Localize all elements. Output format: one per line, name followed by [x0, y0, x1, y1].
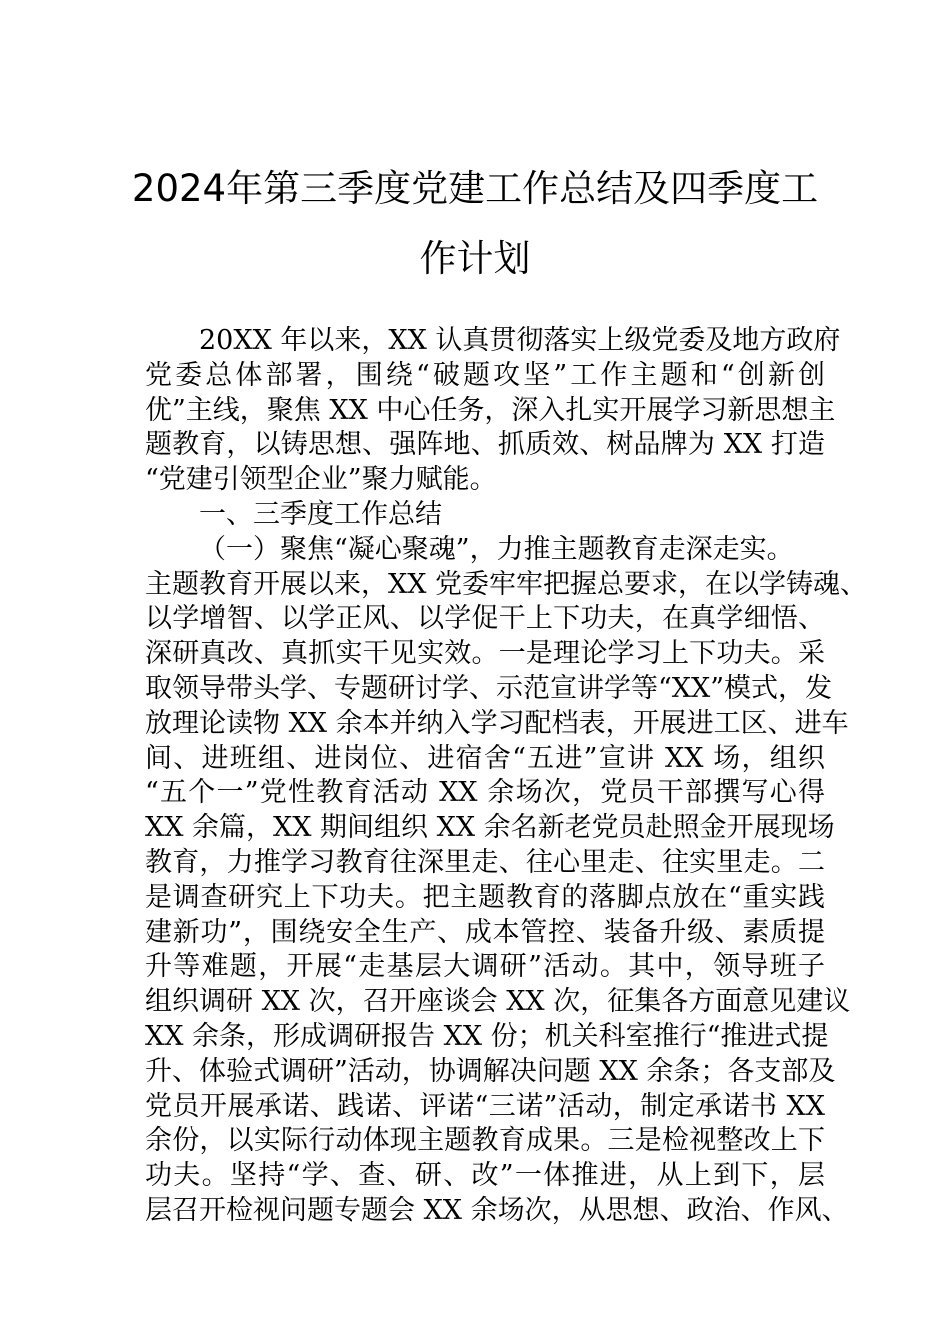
body-line: 是调查研究上下功夫。把主题教育的落脚点放在“重实践: [145, 881, 825, 913]
document-body: [145, 324, 868, 1229]
body-line: 以学增智、以学正风、以学促干上下功夫，在真学细悟、: [145, 603, 825, 635]
body-line: 优”主线，聚焦 XX 中心任务，深入扎实开展学习新思想主: [145, 394, 836, 426]
body-line: XX 余篇，XX 期间组织 XX 余名新老党员赴照金开展现场: [145, 812, 835, 844]
body-line: 组织调研 XX 次，召开座谈会 XX 次，征集各方面意见建议: [145, 986, 851, 1018]
body-line: 建新功”，围绕安全生产、成本管控、装备升级、素质提: [145, 916, 825, 948]
document-title-line-1: 2024年第三季度党建工作总结及四季度工: [131, 167, 819, 210]
body-line: 取领导带头学、专题研讨学、示范宣讲学等“XX”模式，发: [145, 672, 833, 704]
body-line: 升、体验式调研”活动，协调解决问题 XX 余条；各支部及: [145, 1055, 836, 1087]
body-line: 升等难题，开展“走基层大调研”活动。其中，领导班子: [145, 951, 825, 983]
body-line: XX 余条，形成调研报告 XX 份；机关科室推行“推进式提: [145, 1020, 829, 1052]
section-heading: 一、三季度工作总结: [199, 498, 442, 530]
body-line: 主题教育开展以来，XX 党委牢牢把握总要求，在以学铸魂、: [145, 568, 868, 600]
body-line: 层召开检视问题专题会 XX 余场次，从思想、政治、作风、: [145, 1194, 849, 1226]
body-line: “党建引领型企业”聚力赋能。: [145, 464, 497, 496]
body-line: 余份，以实际行动体现主题教育成果。三是检视整改上下: [145, 1125, 825, 1157]
body-line: 深研真改、真抓实干见实效。一是理论学习上下功夫。采: [145, 638, 825, 670]
body-line: 20XX 年以来，XX 认真贯彻落实上级党委及地方政府: [199, 325, 841, 356]
subsection-heading: （一）聚焦“凝心聚魂”，力推主题教育走深走实。: [199, 533, 794, 565]
body-line: 党员开展承诺、践诺、评诺“三诺”活动，制定承诺书 XX: [145, 1090, 825, 1122]
body-line: 功夫。坚持“学、查、研、改”一体推进，从上到下，层: [145, 1160, 825, 1192]
body-line: 党委总体部署，围绕“破题攻坚”工作主题和“创新创: [145, 359, 825, 391]
body-line: 放理论读物 XX 余本并纳入学习配档表，开展进工区、进车: [145, 707, 849, 739]
body-line: 题教育，以铸思想、强阵地、抓质效、树品牌为 XX 打造: [145, 429, 825, 461]
body-line: 间、进班组、进岗位、进宿舍“五进”宣讲 XX 场，组织: [145, 742, 825, 774]
body-line: 教育，力推学习教育往深里走、往心里走、往实里走。二: [145, 846, 825, 878]
body-line: “五个一”党性教育活动 XX 余场次，党员干部撰写心得: [145, 777, 825, 809]
document-title-line-2: 作计划: [419, 237, 531, 280]
